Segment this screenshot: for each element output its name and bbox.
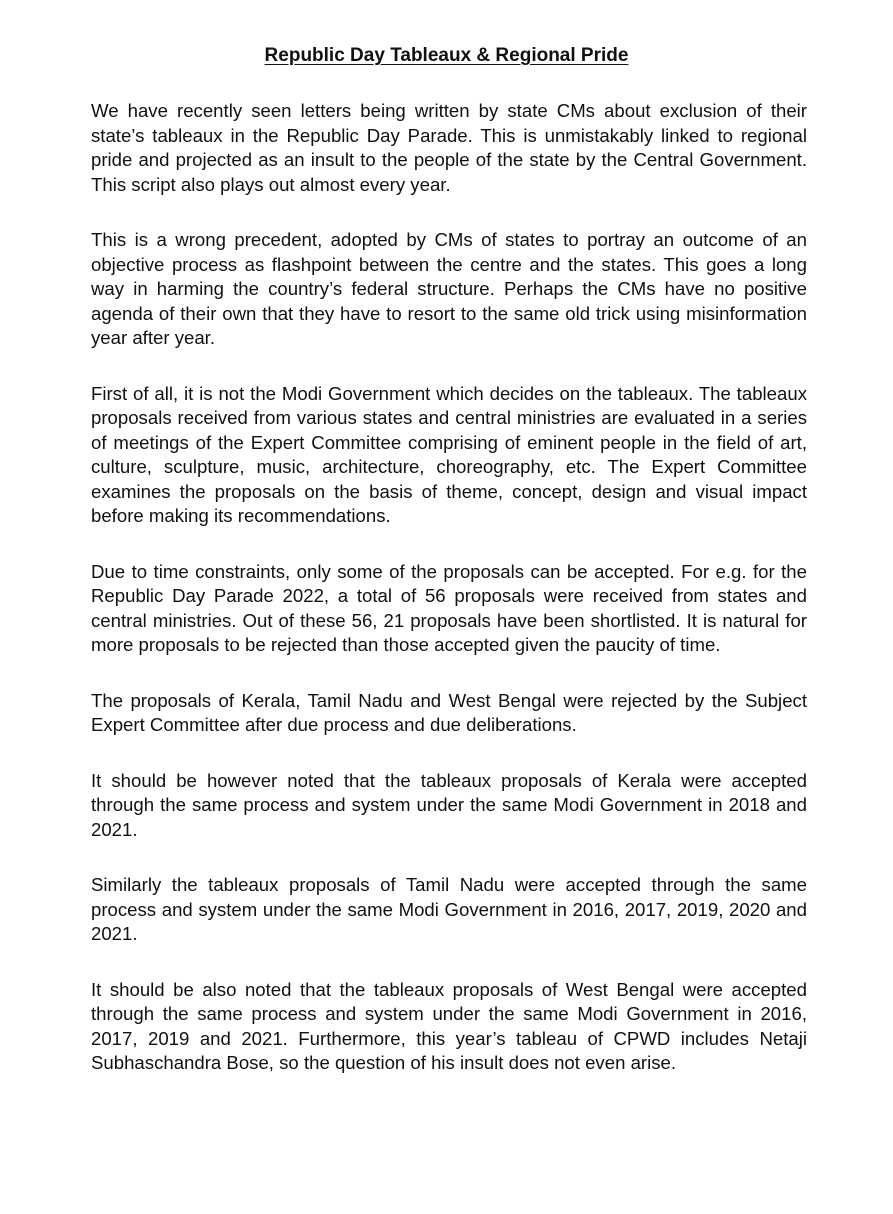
paragraph-1: We have recently seen letters being written by state CMs about exclusion of their state’s tableaux in the Republic Day Parade. This is unmistakably linked to regional pride and projected as an insult to the people of the state by the Central Government. This script also plays out almost every year.: [91, 100, 807, 195]
document-body: [91, 99, 807, 1107]
paragraph-5: The proposals of Kerala, Tamil Nadu and West Bengal were rejected by the Subject Expert Committee after due process and due deliberations.: [91, 689, 807, 735]
paragraph-8: It should be also noted that the tableaux proposals of West Bengal were accepted through the same process and system under the same Modi Government in 2016, 2017, 2019 and 2021. Furthermore, this year’s tableau of CPWD includes Netaji Subhaschandra Bose, so the question of his insult does not even arise.: [91, 978, 807, 1073]
paragraph-6: It should be however noted that the tableaux proposals of Kerala were accepted through the same process and system under the same Modi Government in 2018 and 2021.: [91, 769, 807, 840]
paragraph-3: First of all, it is not the Modi Government which decides on the tableaux. The tableaux proposals received from various states and central ministries are evaluated in a series of meetings of the Expert Committee comprising of eminent people in the field of art, culture, sculpture, music, architecture, choreography, etc. The Expert Committee examines the proposals on the basis of theme, concept, design and visual impact before making its recommendations.: [91, 382, 807, 526]
document-title: Republic Day Tableaux & Regional Pride: [264, 45, 629, 66]
paragraph-4: Due to time constraints, only some of the proposals can be accepted. For e.g. for the Republic Day Parade 2022, a total of 56 proposals were received from states and central ministries. Out of these 56, 21 proposals have been shortlisted. It is natural for more proposals to be rejected than those accepted given the paucity of time.: [91, 560, 807, 655]
paragraph-7: Similarly the tableaux proposals of Tamil Nadu were accepted through the same process and system under the same Modi Government in 2016, 2017, 2019, 2020 and 2021.: [91, 874, 807, 944]
paragraph-2: This is a wrong precedent, adopted by CMs of states to portray an outcome of an objective process as flashpoint between the centre and the states. This goes a long way in harming the country’s federal structure. Perhaps the CMs have no positive agenda of their own that they have to resort to the same old trick using misinformation year after year.: [91, 229, 807, 348]
